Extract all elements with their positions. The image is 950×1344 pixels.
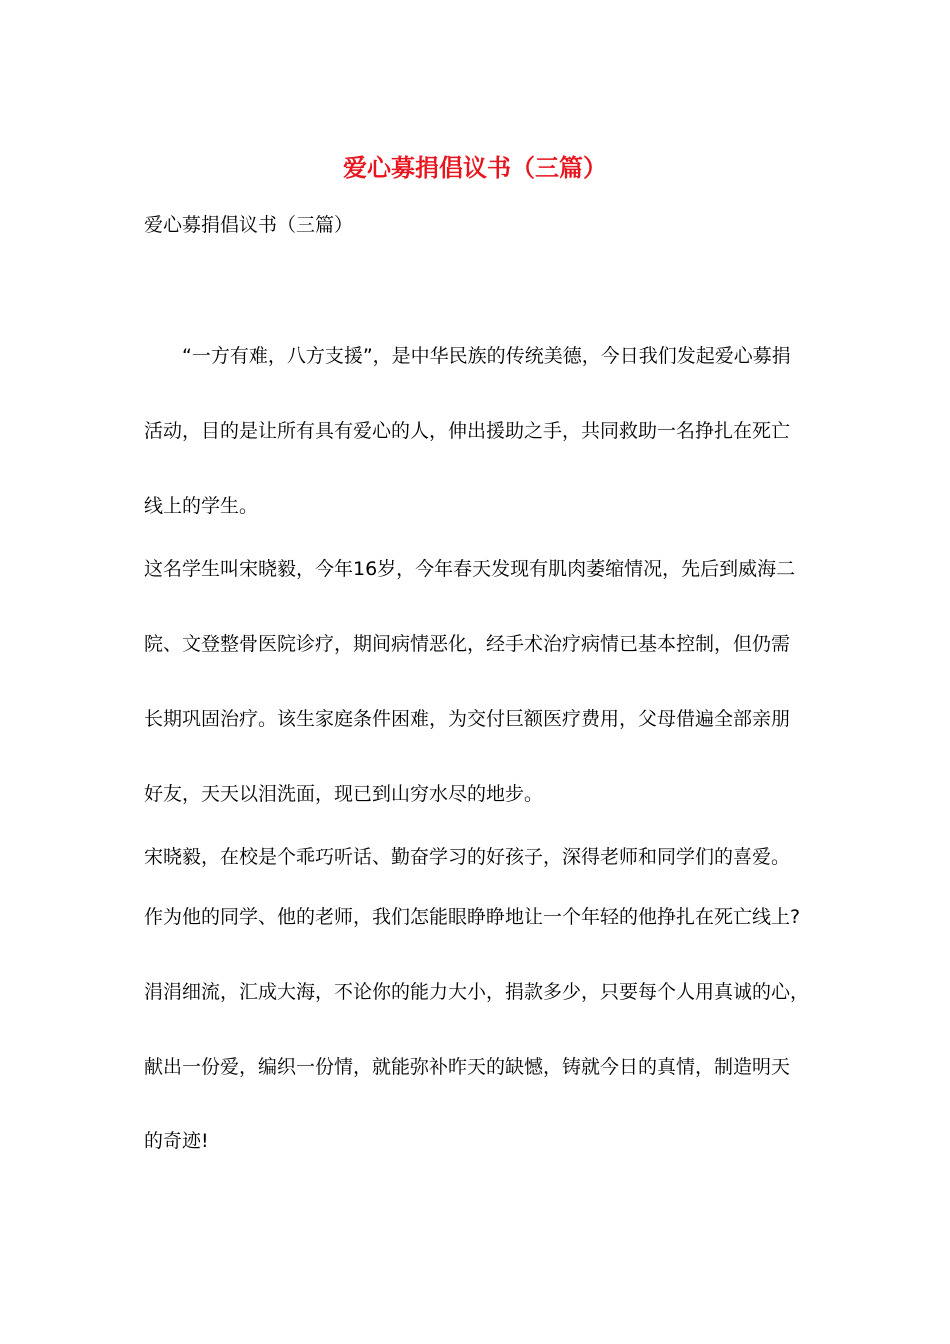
paragraph-line: 作为他的同学、他的老师，我们怎能眼睁睁地让一个年轻的他挣扎在死亡线上? xyxy=(144,906,801,928)
paragraph-line: 长期巩固治疗。该生家庭条件困难，为交付巨额医疗费用，父母借遍全部亲朋 xyxy=(144,708,791,730)
document-title: 爱心募捐倡议书（三篇） xyxy=(343,154,607,182)
document-subtitle: 爱心募捐倡议书（三篇） xyxy=(144,214,354,236)
paragraph-line: 院、文登整骨医院诊疗，期间病情恶化，经手术治疗病情已基本控制，但仍需 xyxy=(144,633,791,655)
paragraph-line: 的奇迹! xyxy=(144,1130,209,1152)
paragraph-line: 献出一份爱，编织一份情，就能弥补昨天的缺憾，铸就今日的真情，制造明天 xyxy=(144,1056,791,1078)
paragraph-line: 涓涓细流，汇成大海，不论你的能力大小，捐款多少，只要每个人用真诚的心， xyxy=(144,981,810,1003)
paragraph-line: 宋晓毅，在校是个乖巧听话、勤奋学习的好孩子，深得老师和同学们的喜爱。 xyxy=(144,846,791,868)
paragraph-line: 活动，目的是让所有具有爱心的人，伸出援助之手，共同救助一名挣扎在死亡 xyxy=(144,420,791,442)
paragraph-line: 这名学生叫宋晓毅，今年16岁，今年春天发现有肌肉萎缩情况，先后到威海二 xyxy=(144,558,796,580)
paragraph-line: 线上的学生。 xyxy=(144,495,259,517)
paragraph-line: “一方有难，八方支援”，是中华民族的传统美德，今日我们发起爱心募捐 xyxy=(182,345,791,367)
paragraph-line: 好友，天天以泪洗面，现已到山穷水尽的地步。 xyxy=(144,783,544,805)
